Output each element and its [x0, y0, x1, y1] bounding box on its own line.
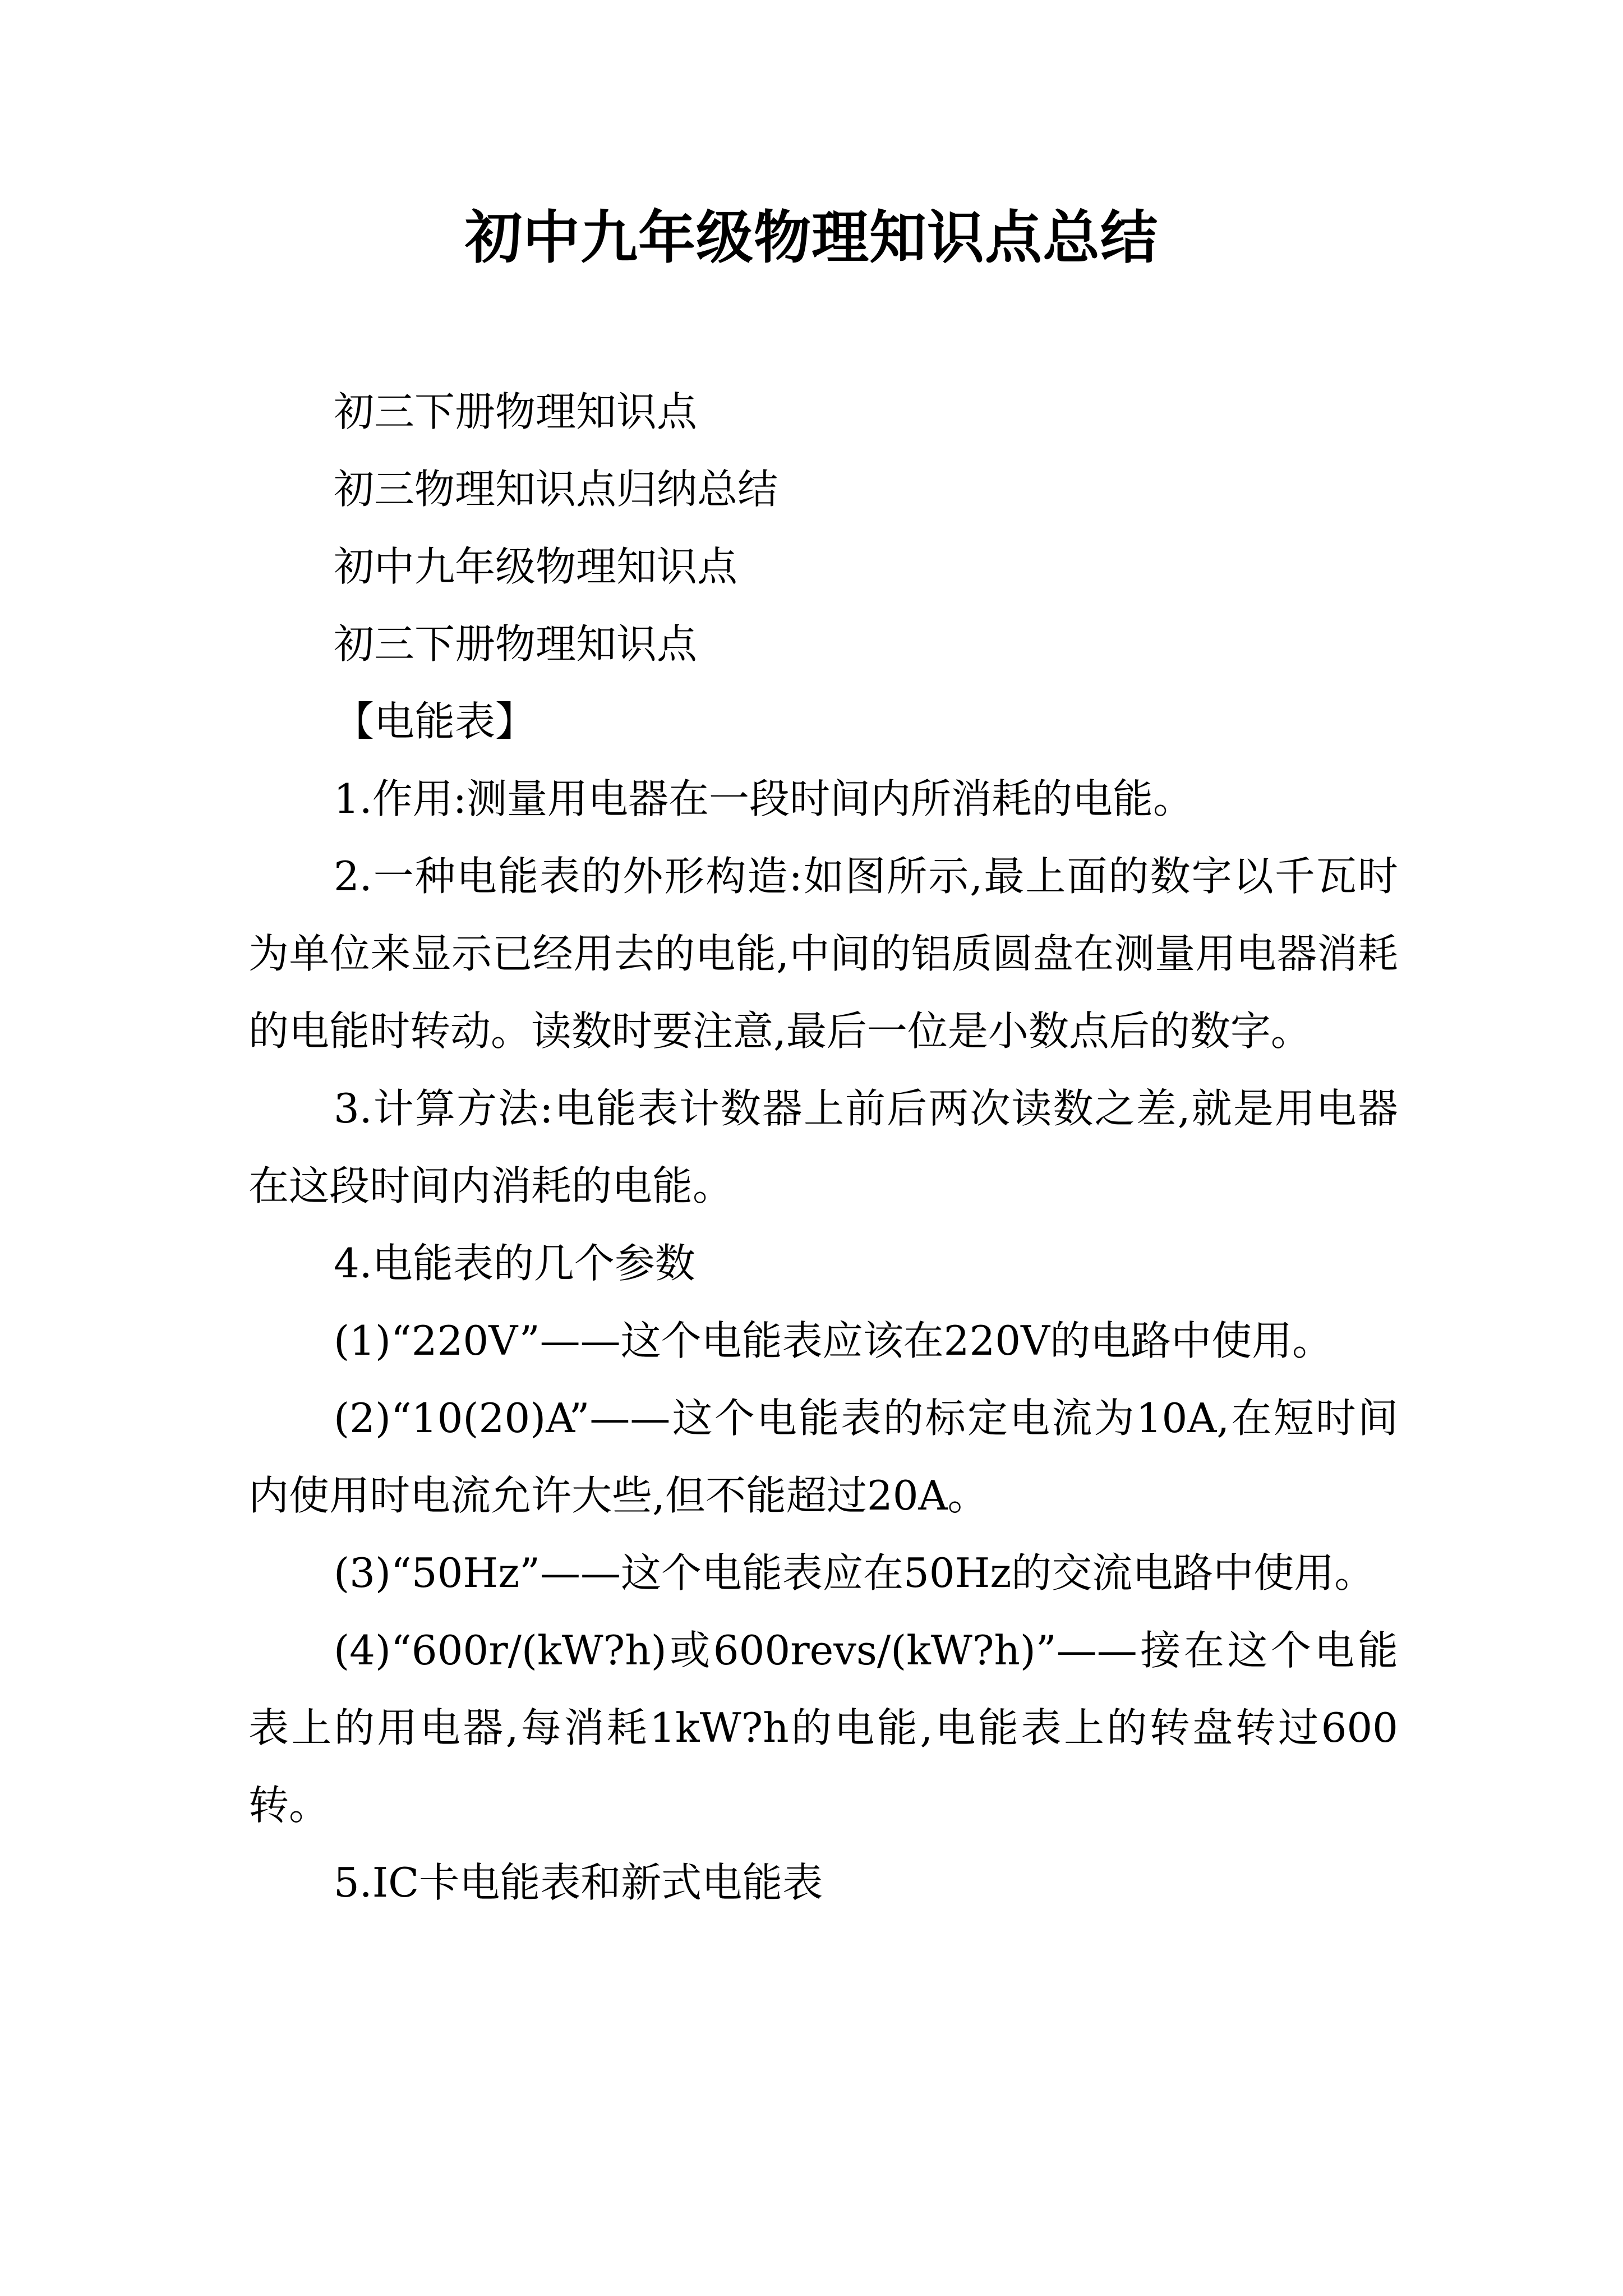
- related-link-4: 初三下册物理知识点: [334, 620, 698, 668]
- parameter-revolutions: (4)“600r/(kW?h)或600revs/(kW?h)”——接在这个电能表上的用电器,每消耗1kW?h的电能,电能表上的转盘转过600转。: [248, 1627, 1398, 1829]
- page-title: 初中九年级物理知识点总结: [465, 205, 1158, 272]
- paragraph-structure: 2.一种电能表的外形构造:如图所示,最上面的数字以千瓦时为单位来显示已经用去的电能,中间的铝质圆盘在测量用电器消耗的电能时转动。读数时要注意,最后一位是小数点后的数字。: [248, 853, 1398, 1055]
- related-link-3: 初中九年级物理知识点: [334, 543, 738, 590]
- parameter-frequency: (3)“50Hz”——这个电能表应在50Hz的交流电路中使用。: [334, 1549, 1375, 1596]
- paragraph-ic-card: 5.IC卡电能表和新式电能表: [334, 1859, 823, 1906]
- paragraph-calculation: 3.计算方法:电能表计数器上前后两次读数之差,就是用电器在这段时间内消耗的电能。: [248, 1085, 1398, 1209]
- paragraph-purpose: 1.作用:测量用电器在一段时间内所消耗的电能。: [334, 775, 1193, 822]
- parameter-voltage: (1)“220V”——这个电能表应该在220V的电路中使用。: [334, 1317, 1333, 1364]
- related-link-1: 初三下册物理知识点: [334, 388, 698, 435]
- document-body: [248, 373, 1398, 1921]
- parameter-current: (2)“10(20)A”——这个电能表的标定电流为10A,在短时间内使用时电流允许大些,但不能超过20A。: [248, 1395, 1398, 1519]
- section-heading: 【电能表】: [334, 698, 536, 745]
- paragraph-parameters-heading: 4.电能表的几个参数: [334, 1240, 695, 1287]
- related-link-2: 初三物理知识点归纳总结: [334, 466, 778, 513]
